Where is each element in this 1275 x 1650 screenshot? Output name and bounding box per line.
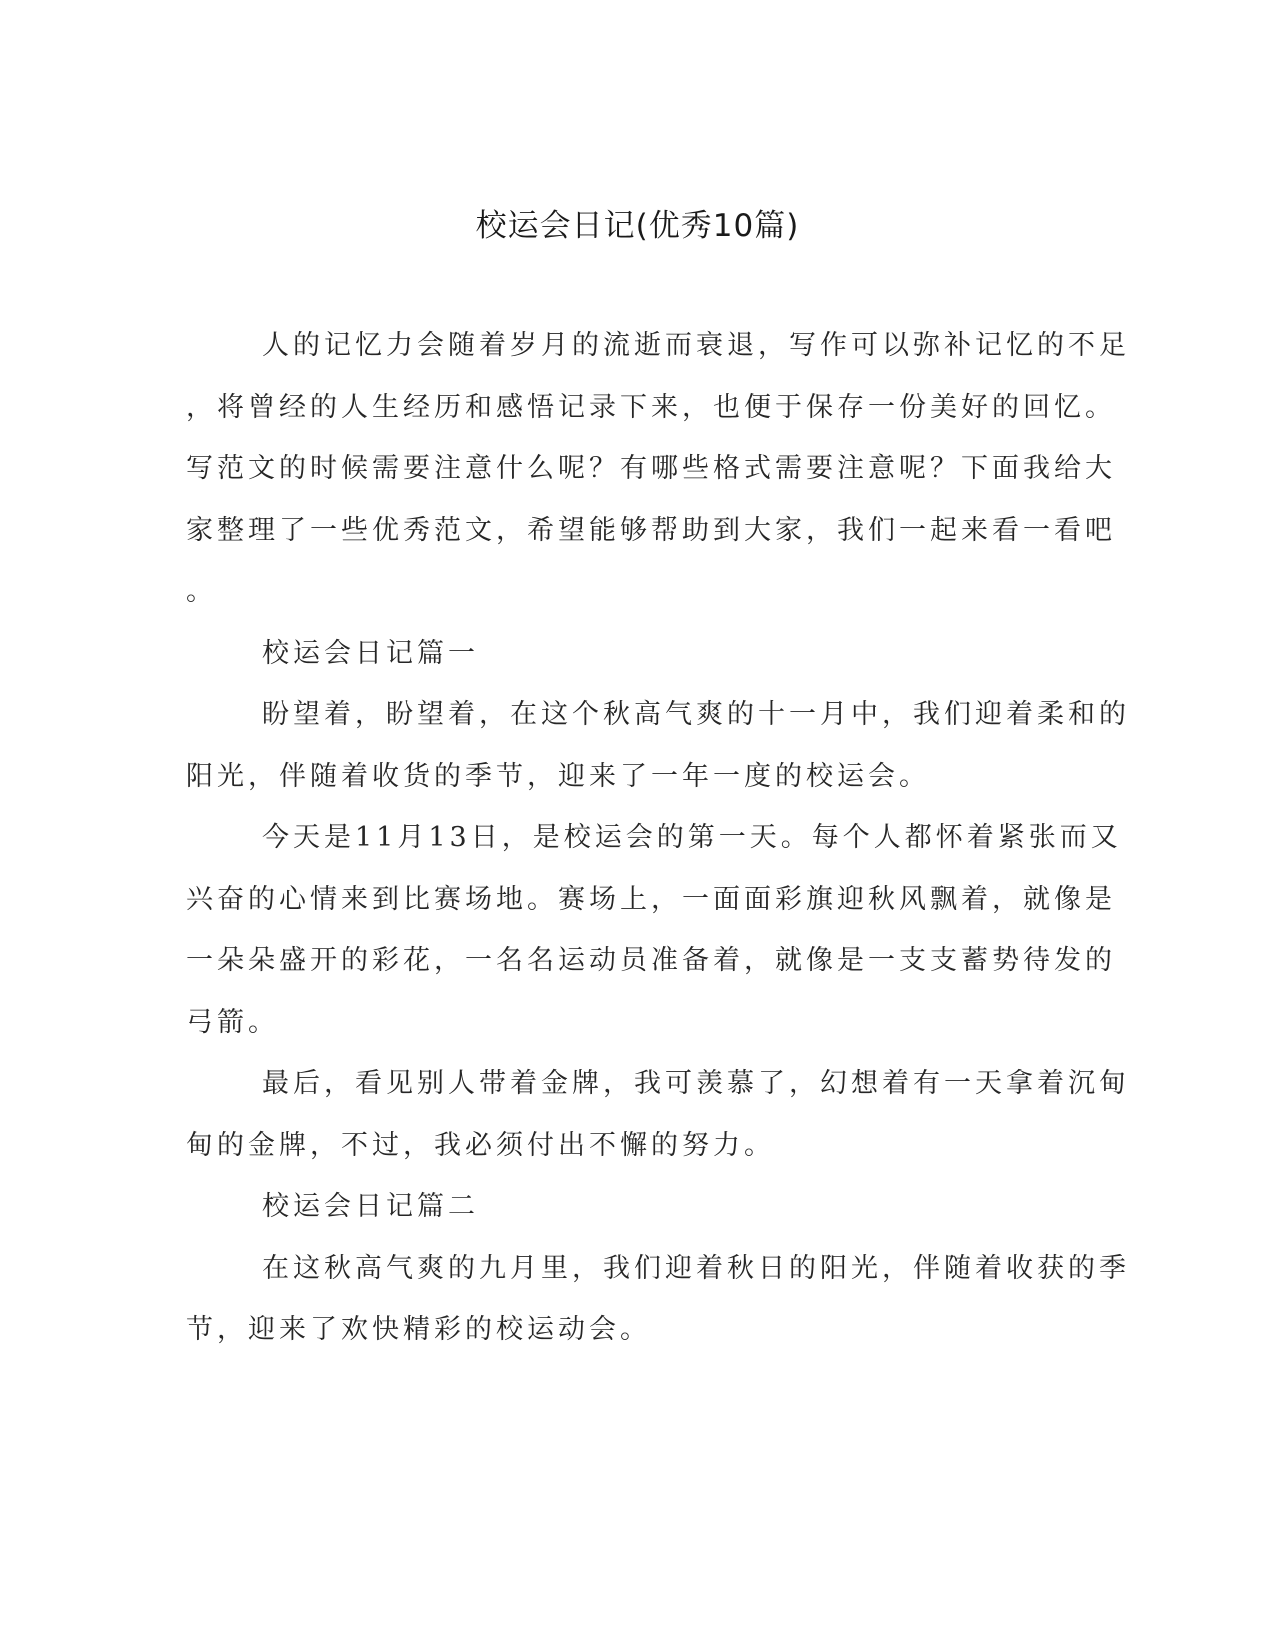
paragraph-line: 盼望着，盼望着，在这个秋高气爽的十一月中，我们迎着柔和的 [262, 699, 1130, 730]
paragraph-line: 最后，看见别人带着金牌，我可羡慕了，幻想着有一天拿着沉甸 [262, 1068, 1130, 1099]
paragraph-line: 今天是11月13日，是校运会的第一天。每个人都怀着紧张而又 [262, 822, 1122, 853]
section-heading-2: 校运会日记篇二 [262, 1191, 479, 1222]
paragraph-line: 在这秋高气爽的九月里，我们迎着秋日的阳光，伴随着收获的季 [262, 1252, 1130, 1284]
section-heading-1: 校运会日记篇一 [262, 637, 479, 669]
intro-line: 家整理了一些优秀范文，希望能够帮助到大家，我们一起来看一看吧 [186, 514, 1116, 546]
intro-line: ，将曾经的人生经历和感悟记录下来，也便于保存一份美好的回忆。 [186, 391, 1116, 423]
document-body [186, 326, 1130, 1372]
paragraph-line: 弓箭。 [186, 1006, 279, 1038]
paragraph-line: 兴奋的心情来到比赛场地。赛场上，一面面彩旗迎秋风飘着，就像是 [186, 883, 1116, 915]
paragraph-line: 阳光，伴随着收货的季节，迎来了一年一度的校运会。 [186, 760, 930, 792]
paragraph-line: 一朵朵盛开的彩花，一名名运动员准备着，就像是一支支蓄势待发的 [186, 945, 1116, 976]
intro-line: 写范文的时候需要注意什么呢？有哪些格式需要注意呢？下面我给大 [186, 453, 1116, 484]
paragraph-line: 甸的金牌，不过，我必须付出不懈的努力。 [186, 1129, 775, 1161]
document-title: 校运会日记(优秀10篇) [475, 208, 800, 244]
intro-line: 。 [186, 576, 217, 607]
paragraph-line: 节，迎来了欢快精彩的校运动会。 [186, 1314, 651, 1345]
intro-line: 人的记忆力会随着岁月的流逝而衰退，写作可以弥补记忆的不足 [262, 330, 1130, 361]
